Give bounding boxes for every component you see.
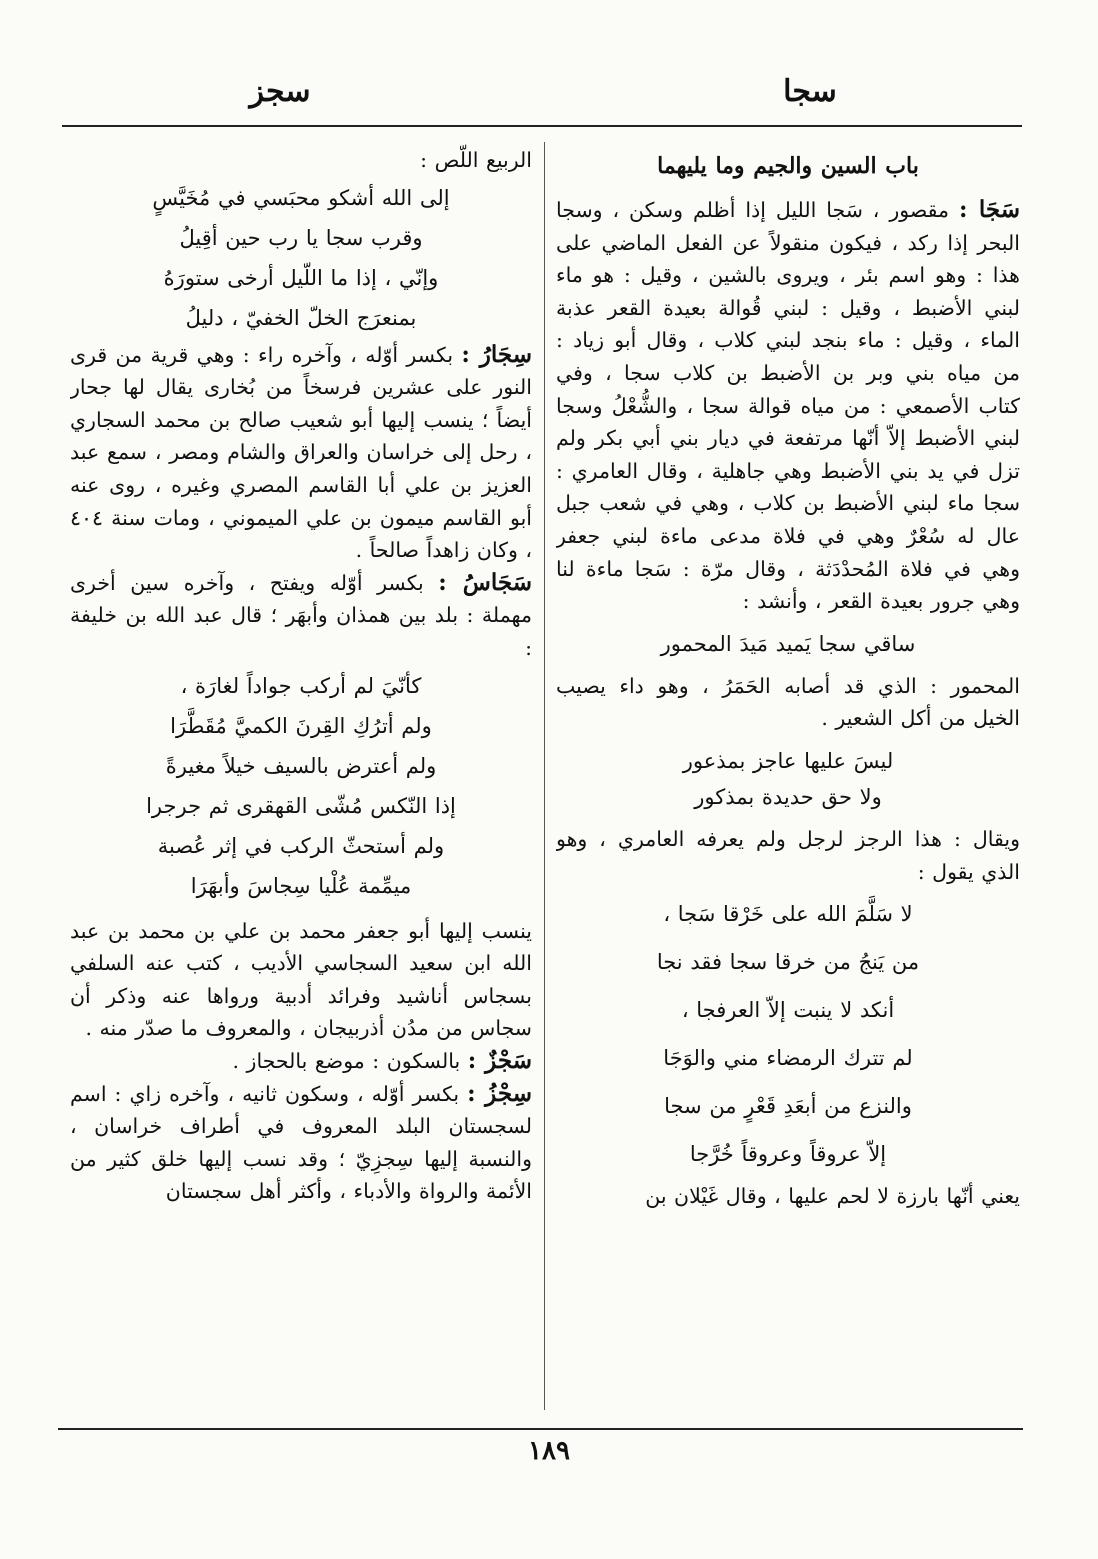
verse-line: ولم أترُكِ القِرنَ الكميَّ مُقَطَّرَا: [170, 713, 432, 738]
verse-line: وإنّي ، إذا ما اللّيل أرخى ستورَهُ: [163, 265, 439, 290]
headword-sajz: سَجْزٌ :: [467, 1046, 532, 1074]
verse-line: ميمِّمة عُلْيا سِجاسَ وأبهَرَا: [190, 873, 412, 898]
verse-line: ولم أعترض بالسيف خيلاً مغيرةً: [165, 753, 437, 778]
headword-sijz: سِجْزُ :: [467, 1079, 532, 1107]
paragraph: الربيع اللّص :: [420, 148, 532, 172]
verse-line: ساقي سجا يَميد مَيدَ المحمور: [660, 631, 916, 656]
right-column: [556, 142, 1020, 1412]
headword-sijar: سِجَارُ :: [461, 340, 532, 368]
verse-line: ليسَ عليها عاجز بمذعور: [682, 748, 894, 773]
headword-sajaa: سَجَا :: [958, 196, 1020, 223]
bottom-rule: [58, 1428, 1023, 1430]
headword-sajas: سَجَاسُ :: [438, 568, 532, 596]
verse-line: وقرب سجا يا رب حين أقِيلُ: [179, 225, 423, 250]
verse-line: لا سَلَّمَ الله على خَرْقا سَجا ،: [663, 902, 913, 927]
spacer: [556, 735, 1020, 743]
paragraph: ينسب إليها أبو جعفر محمد بن علي بن محمد بن عبد الله ابن سعيد السجاسي الأديب ، كتب عنه السلفي بسجاس أناشيد وفرائد أدبية ورواها عنه وذكر أن سجاس من مدُن أذربيجان ، والمعروف ما صدّر منه .: [70, 918, 532, 1041]
verse-line: بمنعرَج الخلّ الخفيّ ، دليلُ: [185, 305, 417, 330]
entry-text: مقصور ، سَجا الليل إذا أظلم وسكن ، وسجا البحر إذا ركد ، فيكون منقولاً عن الفعل الماضي على هذا : وهو اسم بئر ، ويروى بالشين ، وقيل : هو ماء لبني الأضبط ، وقيل : لبني قُوالة بعيدة القعر عذبة الماء ، وقيل : ماء بنجد لبني كلاب ، وقال أبو زياد : من مياه بني وبر بن الأضبط بن كلاب سجا ، وفي كتاب الأصمعي : من مياه قوالة سجا ، والشُّعْلُ وسجا لبني الأضبط إلاّ أنّها مرتفعة في ديار بني أبي بكر ولم تزل في يد بني الأضبط وهي جاهلية ، وقال العامري : سجا ماء لبني الأضبط بن كلاب ، وهي في شعب جبل عال له سُعْرٌ وهي في فلاة مدعى ماءة لبني جعفر وهي في فلاة المُحدْدَثة ، وقال مرّة : سَجا ماءة لنا وهي جرور بعيدة القعر ، وأنشد :: [556, 198, 1020, 614]
top-rule: [62, 125, 1022, 127]
entry-text: بكسر أوّله ، وسكون ثانيه ، وآخره زاي : اسم لسجستان البلد المعروف في أطراف خراسان ، والنسبة إليها سِجزِيّ ؛ وقد نسب إليها خلق كثير من الأئمة والرواة والأدباء ، وأكثر أهل سجستان: [70, 1081, 532, 1204]
verse-line: إذا النّكس مُشّى القهقرى ثم جرجرا: [146, 793, 456, 818]
entry-sijar: [70, 339, 532, 567]
verse-line: كأنّيَ لم أركب جواداً لغارَة ،: [180, 673, 422, 698]
paragraph: يعني أنّها بارزة لا لحم عليها ، وقال غَيْلان بن: [645, 1184, 1020, 1209]
paragraph: ويقال : هذا الرجز لرجل ولم يعرفه العامري ، وهو الذي يقول :: [556, 826, 1020, 884]
verse-line: أنكد لا ينبت إلاّ العرفجا ،: [681, 998, 895, 1023]
entry-sajz: [70, 1045, 532, 1078]
verse-line: ولا حق حديدة بمذكور: [694, 784, 882, 809]
entry-text: بكسر أوّله ، وآخره راء : وهي قرية من قرى النور على عشرين فرسخاً من بُخارى يقال لها جحار أيضاً ؛ ينسب إليها أبو شعيب صالح بن محمد السجاري ، رحل إلى خراسان والعراق والشام ومصر ، سمع عبد العزيز بن علي أبا القاسم المصري وغيره ، روى عنه أبو القاسم ميمون بن علي الميموني ، ومات سنة ٤٠٤ ، وكان زاهداً صالحاً .: [70, 342, 532, 563]
left-column: [70, 142, 532, 1412]
verse-line: إلى الله أشكو محبَسي في مُخَيَّسٍ: [152, 185, 450, 210]
entry-sajaa: [556, 194, 1020, 618]
verse-line: ولم أستحثّ الركب في إثر عُصبة: [157, 833, 445, 858]
page-number: ١٨٩: [528, 1436, 570, 1466]
running-head-left: سجز: [249, 74, 311, 109]
section-title: باب السين والجيم وما يليهما: [657, 153, 919, 179]
verse-line: من يَنجُ من خرقا سجا فقد نجا: [656, 950, 920, 975]
verse-line: والنزع من أبعَدِ قَعْرٍ من سجا: [664, 1094, 912, 1119]
entry-sajas: [70, 567, 532, 665]
verse-line: لم تترك الرمضاء مني والوَجَا: [663, 1046, 913, 1071]
running-head-right: سجا: [783, 74, 837, 109]
entry-text: بالسكون : موضع بالحجاز .: [232, 1048, 461, 1073]
verse-line: إلاّ عروقاً وعروقاً خُرَّجا: [689, 1142, 887, 1167]
paragraph: المحمور : الذي قد أصابه الحَمَرُ ، وهو داء يصيب الخيل من أكل الشعير .: [556, 673, 1020, 731]
entry-sijz: [70, 1078, 532, 1208]
entry-text: بكسر أوّله ويفتح ، وآخره سين أخرى مهملة : بلد بين همذان وأبهَر ؛ قال عبد الله بن خليفة :: [70, 570, 532, 660]
column-divider: [544, 142, 545, 1410]
